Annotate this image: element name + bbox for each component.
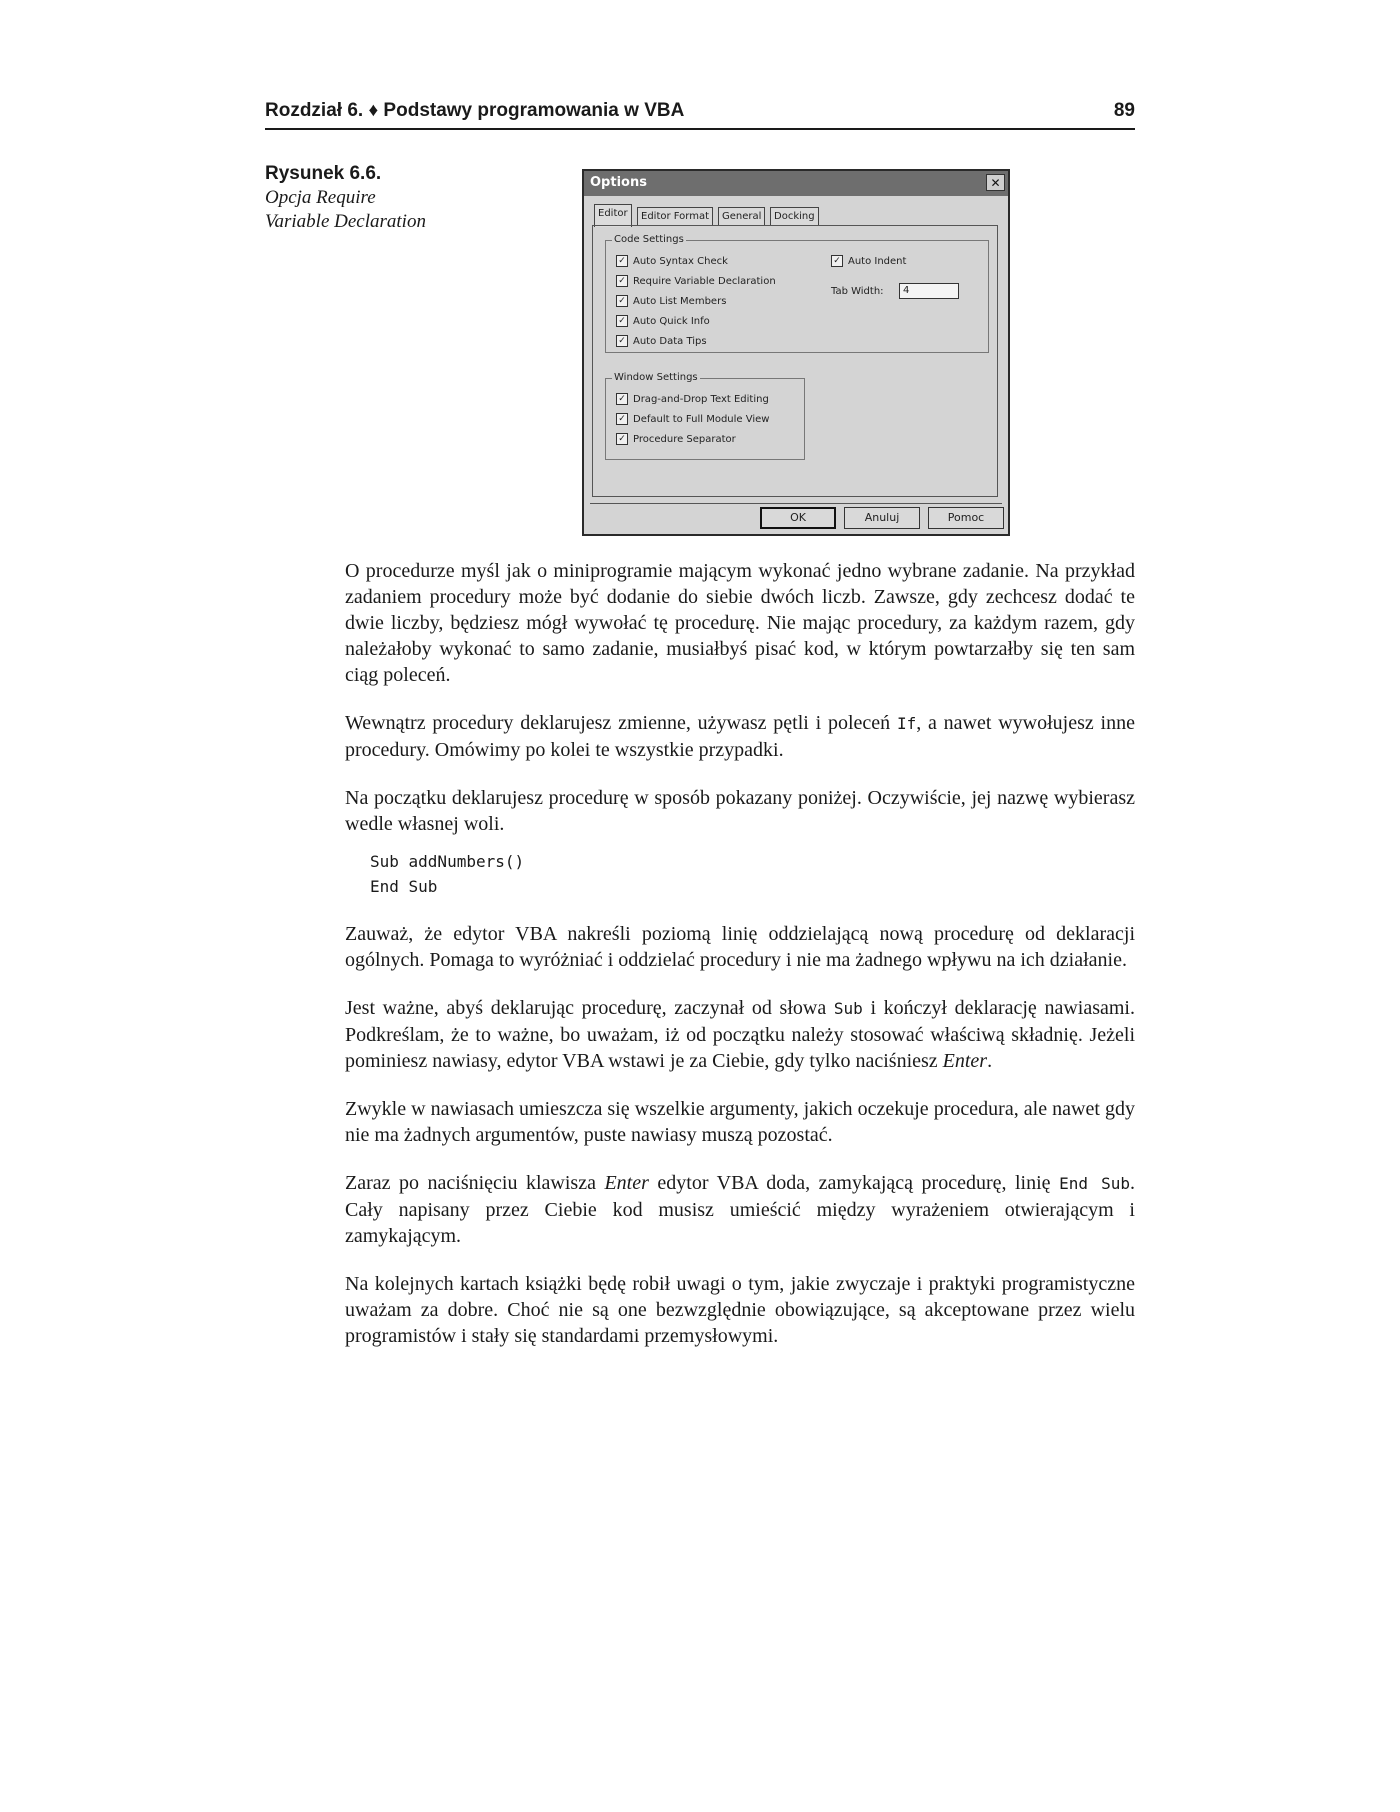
page-number: 89 xyxy=(1113,100,1135,121)
option-label: Procedure Separator xyxy=(633,434,736,445)
figure-caption-line-1: Opcja Require xyxy=(265,187,376,208)
paragraph-3: Na początku deklarujesz procedurę w sposób pokazany poniżej. Oczywiście, jej nazwę wybierasz wedle własnej woli. xyxy=(345,787,1135,835)
checkbox-checked-icon[interactable]: ✓ xyxy=(616,295,628,307)
code-settings-label: Code Settings xyxy=(614,234,684,245)
option-auto-syntax-check[interactable] xyxy=(616,255,728,269)
paragraph-7-text-a: Zaraz po naciśnięciu klawisza xyxy=(345,1172,605,1194)
option-auto-list-members[interactable] xyxy=(616,295,726,309)
paragraph-6: Zwykle w nawiasach umieszcza się wszelkie argumenty, jakich oczekuje procedura, ale nawet gdy nie ma żadnych argumentów, puste nawiasy muszą pozostać. xyxy=(345,1098,1135,1146)
option-label: Default to Full Module View xyxy=(633,414,770,425)
option-drag-and-drop-text-editing[interactable] xyxy=(616,393,769,407)
chapter-title: Rozdział 6. ♦ Podstawy programowania w VBA xyxy=(265,100,685,121)
option-label: Auto Data Tips xyxy=(633,336,707,347)
paragraph-7 xyxy=(345,1170,1135,1249)
paragraph-5-text-c: . xyxy=(987,1050,993,1072)
option-label: Auto Quick Info xyxy=(633,316,710,327)
dialog-separator xyxy=(590,503,1002,504)
paragraph-4: Zauważ, że edytor VBA nakreśli poziomą linię oddzielającą nową procedurę od deklaracji ogólnych. Pomaga to wyróżniać i oddzielać procedury i nie ma żadnego wpływu na ich działanie. xyxy=(345,923,1135,971)
option-auto-quick-info[interactable] xyxy=(616,315,710,329)
paragraph-5-text-b: i kończył deklarację nawiasami. Podkreślam, że to ważne, bo uważam, iż od początku należy stosować właściwą składnię. Jeżeli pominiesz nawiasy, edytor VBA wstawi je za Ciebie, gdy tylko naciśniesz xyxy=(345,997,1135,1072)
window-settings-group xyxy=(605,372,805,460)
tab-docking[interactable]: Docking xyxy=(770,207,819,226)
checkbox-checked-icon[interactable]: ✓ xyxy=(616,255,628,267)
ok-button[interactable]: OK xyxy=(760,507,836,529)
paragraph-2-text-a: Wewnątrz procedury deklarujesz zmienne, używasz pętli i poleceń xyxy=(345,712,897,734)
inline-code-end-sub: End Sub xyxy=(1059,1174,1130,1193)
code-line: Sub addNumbers() xyxy=(370,852,525,871)
paragraph-8: Na kolejnych kartach książki będę robił uwagi o tym, jakie zwyczaje i praktyki programistyczne uważam za dobre. Choć nie są one bezwzględnie obowiązujące, są akceptowane przez wielu programistów i stały się standardami przemysłowymi. xyxy=(345,1273,1135,1347)
option-label: Require Variable Declaration xyxy=(633,276,776,287)
editor-tab-panel xyxy=(592,225,998,497)
option-require-variable-declaration[interactable] xyxy=(616,275,776,289)
paragraph-1: O procedurze myśl jak o miniprogramie mającym wykonać jedno wybrane zadanie. Na przykład zadaniem procedury może być dodanie do siebie dwóch liczb. Zawsze, gdy zechcesz dodać te dwie liczby, będziesz mógł wywołać tę procedurę. Nie mając procedury, za każdym razem, gdy należałoby wykonać to samo zadanie, musiałbyś pisać kod, w którym powtarzałby się ten sam ciąg poleceń. xyxy=(345,560,1135,686)
help-button[interactable]: Pomoc xyxy=(928,507,1004,529)
body-text xyxy=(345,558,1135,1371)
tab-width-input[interactable]: 4 xyxy=(899,283,959,299)
option-procedure-separator[interactable] xyxy=(616,433,736,447)
code-line: End Sub xyxy=(370,877,438,896)
checkbox-checked-icon[interactable]: ✓ xyxy=(616,315,628,327)
inline-code-sub: Sub xyxy=(833,999,863,1018)
checkbox-checked-icon[interactable]: ✓ xyxy=(616,275,628,287)
cancel-button[interactable]: Anuluj xyxy=(844,507,920,529)
dialog-titlebar xyxy=(584,171,1008,196)
figure-label: Rysunek 6.6. xyxy=(265,163,382,184)
figure-caption-line-2: Variable Declaration xyxy=(265,211,426,232)
option-auto-data-tips[interactable] xyxy=(616,335,707,349)
option-label: Drag-and-Drop Text Editing xyxy=(633,394,769,405)
option-label: Auto Indent xyxy=(848,256,907,267)
option-auto-indent[interactable] xyxy=(831,255,906,269)
checkbox-checked-icon[interactable]: ✓ xyxy=(831,255,843,267)
close-icon[interactable]: ✕ xyxy=(986,174,1005,191)
paragraph-7-text-b: edytor VBA doda, zamykającą procedurę, linię xyxy=(648,1172,1060,1194)
tab-width-label: Tab Width: xyxy=(831,286,884,297)
option-default-to-full-module-view[interactable] xyxy=(616,413,769,427)
emphasis-enter: Enter xyxy=(604,1172,649,1194)
tab-general[interactable]: General xyxy=(718,207,765,226)
figure-caption xyxy=(265,163,465,234)
checkbox-checked-icon[interactable]: ✓ xyxy=(616,393,628,405)
inline-code-if: If xyxy=(896,714,917,733)
checkbox-checked-icon[interactable]: ✓ xyxy=(616,433,628,445)
window-settings-label: Window Settings xyxy=(614,372,698,383)
paragraph-2 xyxy=(345,710,1135,763)
code-settings-group xyxy=(605,234,989,353)
paragraph-5 xyxy=(345,995,1135,1074)
running-header xyxy=(265,100,1135,130)
code-block xyxy=(370,849,1135,899)
checkbox-checked-icon[interactable]: ✓ xyxy=(616,413,628,425)
dialog-title: Options xyxy=(590,175,647,190)
tab-editor[interactable]: Editor xyxy=(594,204,632,227)
option-label: Auto Syntax Check xyxy=(633,256,728,267)
checkbox-checked-icon[interactable]: ✓ xyxy=(616,335,628,347)
paragraph-2-text-b: , a nawet wywołujesz inne procedury. Omówimy po kolei te wszystkie przypadki. xyxy=(345,712,1135,761)
paragraph-5-text-a: Jest ważne, abyś deklarując procedurę, zaczynał od słowa xyxy=(345,997,834,1019)
option-label: Auto List Members xyxy=(633,296,727,307)
tab-editor-format[interactable]: Editor Format xyxy=(637,207,713,226)
options-dialog xyxy=(582,169,1010,536)
emphasis-enter: Enter xyxy=(942,1050,988,1072)
paragraph-7-text-c: . Cały napisany przez Ciebie kod musisz umieścić między wyrażeniem otwierającym i zamykającym. xyxy=(345,1172,1135,1247)
